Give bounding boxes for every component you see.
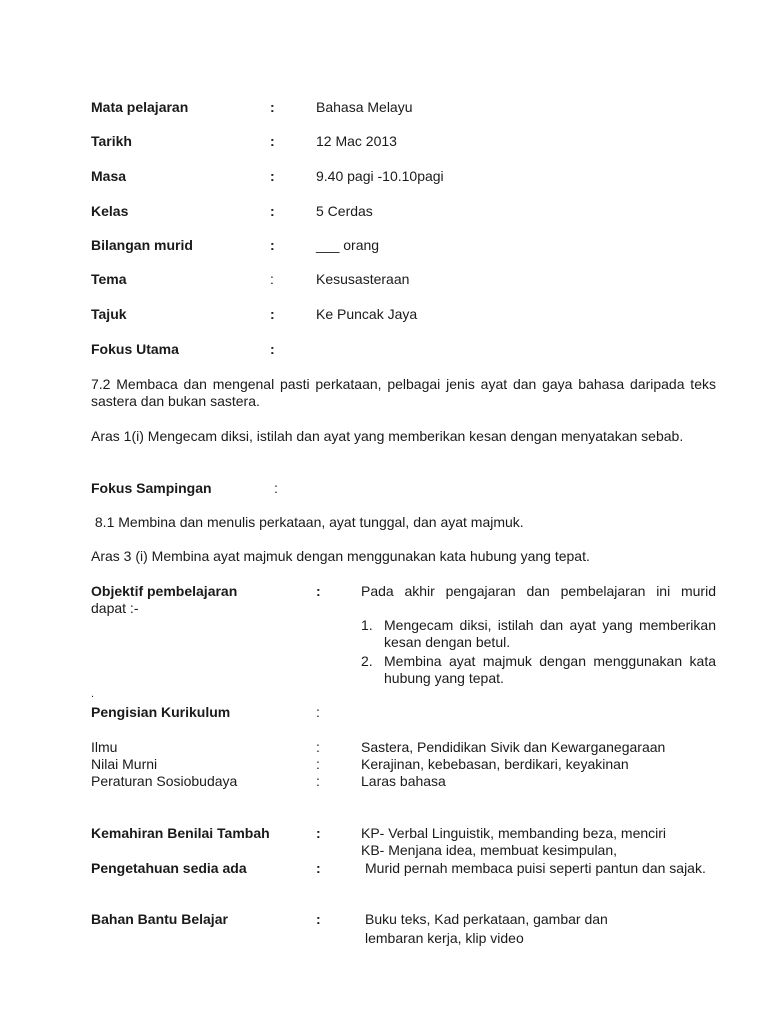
colon: :: [270, 133, 275, 149]
colon: :: [270, 168, 275, 184]
objektif-item-text: Mengecam diksi, istilah dan ayat yang memberikan kesan dengan betul.: [384, 617, 716, 650]
colon: :: [316, 583, 321, 599]
colon: :: [270, 99, 275, 115]
colon: :: [316, 704, 320, 720]
value-pengetahuan: Murid pernah membaca puisi seperti pantun dan sajak.: [365, 860, 706, 876]
label-peraturan-sosiobudaya: Peraturan Sosiobudaya: [91, 773, 238, 789]
label-bahan-bantu: Bahan Bantu Belajar: [91, 911, 228, 927]
value-mata-pelajaran: Bahasa Melayu: [316, 99, 413, 115]
list-number: 2.: [361, 653, 373, 669]
objektif-item-text: Membina ayat majmuk dengan menggunakan kata hubung yang tepat.: [384, 653, 716, 686]
label-bilangan-murid: Bilangan murid: [91, 237, 193, 253]
value-bilangan-murid: ___ orang: [316, 237, 380, 253]
fokus-sampingan-standard: 8.1 Membina dan menulis perkataan, ayat tunggal, dan ayat majmuk.: [91, 514, 524, 530]
value-peraturan-sosiobudaya: Laras bahasa: [361, 773, 446, 789]
objektif-item-2: [361, 653, 716, 687]
label-pengisian-kurikulum: Pengisian Kurikulum: [91, 704, 231, 720]
fokus-utama-standard: 7.2 Membaca dan mengenal pasti perkataan, pelbagai jenis ayat dan gaya bahasa daripada teks sastera dan bukan sastera.: [91, 376, 716, 409]
stray-dot: .: [91, 688, 95, 700]
colon: :: [270, 203, 275, 219]
value-tajuk: Ke Puncak Jaya: [316, 306, 418, 322]
label-mata-pelajaran: Mata pelajaran: [91, 99, 189, 115]
list-number: 1.: [361, 617, 373, 633]
colon: :: [270, 306, 275, 322]
colon: :: [316, 739, 320, 755]
colon: :: [274, 480, 278, 496]
value-kelas: 5 Cerdas: [316, 203, 373, 219]
label-objektif-pembelajaran: Objektif pembelajaran: [91, 583, 238, 599]
colon: :: [270, 271, 274, 287]
value-tema: Kesusasteraan: [316, 271, 410, 287]
label-nilai-murni: Nilai Murni: [91, 756, 158, 772]
value-kemahiran-kb: KB- Menjana idea, membuat kesimpulan,: [361, 842, 618, 858]
fokus-sampingan-aras: Aras 3 (i) Membina ayat majmuk dengan menggunakan kata hubung yang tepat.: [91, 548, 590, 564]
label-ilmu: Ilmu: [91, 739, 118, 755]
value-nilai-murni: Kerajinan, kebebasan, berdikari, keyakinan: [361, 756, 629, 772]
label-tajuk: Tajuk: [91, 306, 127, 322]
colon: :: [270, 341, 275, 357]
label-tarikh: Tarikh: [91, 133, 132, 149]
colon: :: [316, 825, 321, 841]
label-masa: Masa: [91, 168, 127, 184]
colon: :: [316, 860, 321, 876]
label-kemahiran: Kemahiran Benilai Tambah: [91, 825, 270, 841]
value-kemahiran-kp: KP- Verbal Linguistik, membanding beza, menciri: [361, 825, 667, 841]
value-masa: 9.40 pagi -10.10pagi: [316, 168, 444, 184]
value-tarikh: 12 Mac 2013: [316, 133, 397, 149]
objektif-intro-cont: dapat :-: [91, 600, 139, 616]
label-fokus-sampingan: Fokus Sampingan: [91, 480, 212, 496]
value-bahan-line1: Buku teks, Kad perkataan, gambar dan: [365, 911, 608, 927]
objektif-item-1: [361, 617, 716, 651]
label-kelas: Kelas: [91, 203, 129, 219]
colon: :: [316, 756, 320, 772]
colon: :: [316, 911, 321, 927]
value-bahan-line2: lembaran kerja, klip video: [365, 930, 524, 946]
fokus-utama-aras: Aras 1(i) Mengecam diksi, istilah dan ayat yang memberikan kesan dengan menyatakan sebab.: [91, 428, 684, 444]
objektif-intro: Pada akhir pengajaran dan pembelajaran ini murid: [361, 583, 716, 599]
value-ilmu: Sastera, Pendidikan Sivik dan Kewarganegaraan: [361, 739, 666, 755]
colon: :: [270, 237, 275, 253]
label-pengetahuan: Pengetahuan sedia ada: [91, 860, 247, 876]
colon: :: [316, 773, 320, 789]
label-tema: Tema: [91, 271, 127, 287]
label-fokus-utama: Fokus Utama: [91, 341, 179, 357]
